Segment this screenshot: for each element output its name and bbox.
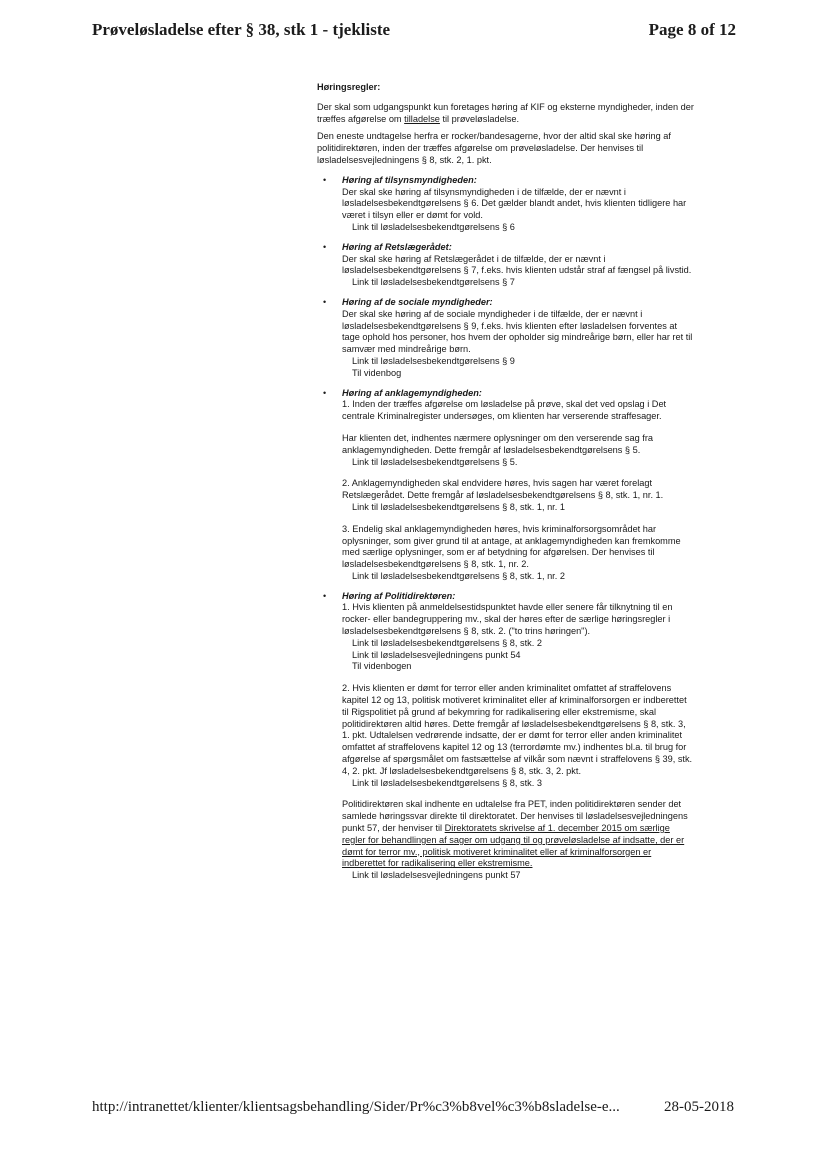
bullet-icon: • (323, 296, 327, 307)
law-link[interactable]: Link til løsladelsesbekendtgørelsens § 6 (352, 221, 515, 232)
law-link[interactable]: Link til løsladelsesbekendtgørelsens § 8, stk. 3 (352, 777, 542, 788)
page-url: http://intranettet/klienter/klientsagsbehandling/Sider/Pr%c3%b8vel%c3%b8sladelse-e... (92, 1099, 620, 1115)
bullet-text (342, 799, 695, 870)
bullet-text: Der skal ske høring af tilsynsmyndigheden i de tilfælde, der er nævnt i løsladelsesbekendtgørelsens § 6. Det gælder blandt andet, hvis klienten tidligere har været i tilsyn eller er dømt for vold. (342, 186, 687, 221)
paragraph-intro (317, 102, 695, 126)
bullet-icon: • (323, 590, 327, 601)
tilladelse-link[interactable]: tilladelse (404, 113, 440, 124)
bullet-text: 3. Endelig skal anklagemyndigheden høres, hvis kriminalforsorgsområdet har oplysninger, som giver grund til at antage, at anklagemyndigheden kan fremkomme med særlige oplysninger, som er af betydning for afgørelsen. Der henvises til løsladelsesbekendtgørelsens § 8, stk. 1, nr. 2. (342, 523, 681, 570)
law-link[interactable]: Link til løsladelsesbekendtgørelsens § 7 (352, 277, 515, 288)
bullet-icon: • (323, 174, 327, 185)
bullet-sociale-myndigheder (317, 297, 695, 380)
document-body (317, 82, 695, 882)
bullet-anklagemyndighed (317, 388, 695, 583)
bullet-politidirektoer (317, 591, 695, 882)
bullet-text: Der skal ske høring af de sociale myndigheder i de tilfælde, der er nævnt i løsladelsesbekendtgørelsens § 9, f.eks. hvis klienten efter løsladelsen forventes at tage ophold hos personer, hos hvem der opholder sig mindreårige børn, eller har ret til samvær med mindreårige børn. (342, 308, 693, 355)
bullet-title: Høring af Politidirektøren: (342, 590, 456, 601)
section-heading: Høringsregler: (317, 82, 381, 92)
videnbog-link[interactable]: Til videnbog (352, 367, 402, 378)
law-link[interactable]: Link til løsladelsesvejledningens punkt 57 (352, 870, 521, 881)
videnbog-link[interactable]: Til videnbogen (352, 661, 412, 672)
bullet-icon: • (323, 387, 327, 398)
print-date: 28-05-2018 (664, 1099, 734, 1115)
bullet-retslaegeraad (317, 242, 695, 289)
bullet-text: 1. Inden der træffes afgørelse om løsladelse på prøve, skal det ved opslag i Det centrale Kriminalregister undersøges, om klienten har verserende straffesager. (342, 399, 667, 422)
bullet-icon: • (323, 241, 327, 252)
law-link[interactable]: Link til løsladelsesvejledningens punkt 54 (352, 649, 521, 660)
document-title: Prøveløsladelse efter § 38, stk 1 - tjekliste (92, 20, 391, 39)
bullet-title: Høring af tilsynsmyndigheden: (342, 174, 477, 185)
bullet-text: Har klienten det, indhentes nærmere oplysninger om den verserende sag fra anklagemyndigheden. Dette fremgår af løsladelsesbekendtgørelsens § 5. (342, 432, 654, 455)
bullet-text: 2. Hvis klienten er dømt for terror eller anden kriminalitet omfattet af straffelovens kapitel 12 og 13, politisk motiveret kriminalitet eller af kriminalforsorgen er indberettet til Rigspolitiet på grund af bekymring for radikalisering eller ekstremisme, skal politidirektøren altid høres. Dette fremgår af løsladelsesbekendtgørelsens § 8, stk. 3, 1. pkt. Udtalelsen vedrørende indsatte, der er dømt for terror eller anden kriminalitet omfattet af straffelovens kapitel 12 og 13 (terrordømte mv.) indhentes bl.a. til brug for afgørelse af spørgsmålet om fastsættelse af vilkår som nævnt i straffelovens § 39, stk. 4, 2. pkt. Jf løsladelsesbekendtgørelsens § 8, stk. 3, 2. pkt. (342, 683, 693, 776)
page-number: Page 8 of 12 (648, 20, 736, 39)
law-link[interactable]: Link til løsladelsesbekendtgørelsens § 5. (352, 456, 518, 467)
law-link[interactable]: Link til løsladelsesbekendtgørelsens § 9 (352, 355, 515, 366)
paragraph-text: Politidirektøren skal indhente en udtalelse fra PET, inden politidirektøren sender det samlede høringssvar direkte til direktoratet. Der henvises til løsladelsesvejledningens punkt 57, der henviser til (342, 799, 688, 834)
law-link[interactable]: Link til løsladelsesbekendtgørelsens § 8, stk. 2 (352, 637, 542, 648)
bullet-title: Høring af Retslægerådet: (342, 241, 452, 252)
direktorat-skrivelse-link[interactable]: Direktoratets skrivelse af 1. december 2015 om særlige regler for behandlingen af sager om udgang til og prøveløsladelse af indsatte, der er dømt for terror mv., politisk motiveret kriminalitet eller af kriminalforsorgen er indberettet for radikalisering eller ekstremisme. (342, 823, 685, 869)
paragraph-text: til prøveløsladelse. (439, 113, 520, 124)
law-link[interactable]: Link til løsladelsesbekendtgørelsens § 8, stk. 1, nr. 2 (352, 570, 565, 581)
paragraph-text: Der skal som udgangspunkt kun foretages høring af KIF og eksterne myndigheder, inden der træffes afgørelse om (317, 101, 694, 124)
bullet-text: 2. Anklagemyndigheden skal endvidere høres, hvis sagen har været forelagt Retslægerådet. Dette fremgår af løsladelsesbekendtgørelsens § 8, stk. 1, nr. 1. (342, 478, 664, 501)
bullet-title: Høring af anklagemyndigheden: (342, 387, 482, 398)
bullet-title: Høring af de sociale myndigheder: (342, 296, 493, 307)
law-link[interactable]: Link til løsladelsesbekendtgørelsens § 8, stk. 1, nr. 1 (352, 501, 565, 512)
bullet-text: Der skal ske høring af Retslægerådet i de tilfælde, der er nævnt i løsladelsesbekendtgørelsens § 7, f.eks. hvis klienten udstår straf af fængsel på livstid. (342, 253, 692, 276)
bullet-text: 1. Hvis klienten på anmeldelsestidspunktet havde eller senere får tilknytning til en rocker- eller bandegruppering mv., skal der høres efter de særlige høringsregler i løsladelsesbekendtgørelsens § 8, stk. 2. ("to trins høringen"). (342, 602, 673, 637)
paragraph-exception: Den eneste undtagelse herfra er rocker/bandesagerne, hvor der altid skal ske høring af politidirektøren, inden der træffes afgørelse om prøveløsladelse. Der henvises til løsladelsesvejledningens § 8, stk. 2, 1. pkt. (317, 131, 671, 165)
bullet-tilsynsmyndighed (317, 175, 695, 234)
